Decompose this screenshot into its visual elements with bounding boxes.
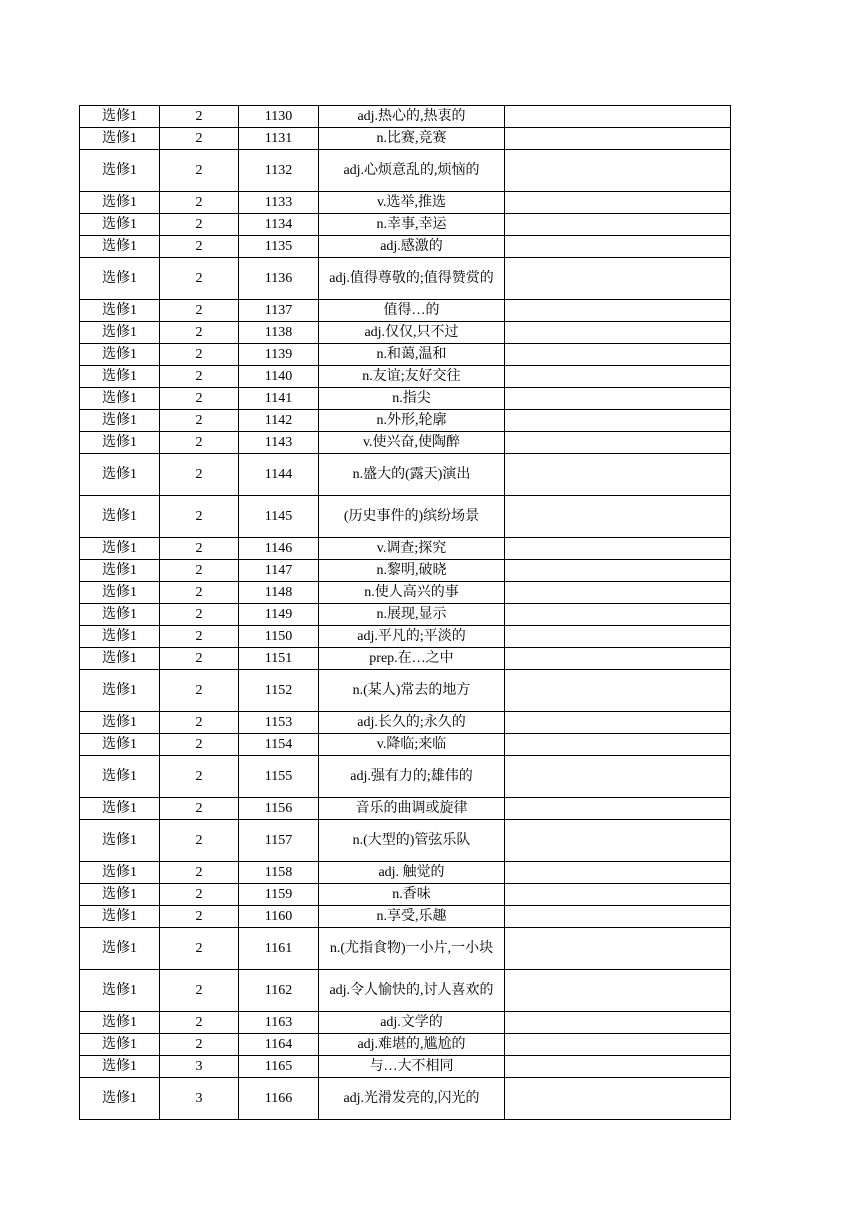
book-cell: 选修1 [80, 862, 160, 884]
book-cell: 选修1 [80, 670, 160, 712]
book-cell: 选修1 [80, 928, 160, 970]
meaning-cell: 音乐的曲调或旋律 [319, 798, 505, 820]
unit-cell: 3 [160, 1056, 239, 1078]
number-cell: 1163 [239, 1012, 319, 1034]
table-row [80, 648, 731, 670]
table-row [80, 150, 731, 192]
note-cell [505, 214, 731, 236]
note-cell [505, 192, 731, 214]
note-cell [505, 150, 731, 192]
table-row [80, 366, 731, 388]
unit-cell: 2 [160, 756, 239, 798]
book-cell: 选修1 [80, 150, 160, 192]
number-cell: 1132 [239, 150, 319, 192]
meaning-cell: adj.难堪的,尴尬的 [319, 1034, 505, 1056]
unit-cell: 2 [160, 366, 239, 388]
number-cell: 1154 [239, 734, 319, 756]
meaning-cell: n.幸事,幸运 [319, 214, 505, 236]
meaning-cell: adj.值得尊敬的;值得赞赏的 [319, 258, 505, 300]
table-row [80, 970, 731, 1012]
number-cell: 1145 [239, 496, 319, 538]
book-cell: 选修1 [80, 820, 160, 862]
book-cell: 选修1 [80, 300, 160, 322]
unit-cell: 2 [160, 798, 239, 820]
book-cell: 选修1 [80, 906, 160, 928]
unit-cell: 2 [160, 128, 239, 150]
note-cell [505, 648, 731, 670]
note-cell [505, 388, 731, 410]
number-cell: 1140 [239, 366, 319, 388]
table-row [80, 820, 731, 862]
note-cell [505, 734, 731, 756]
table-row [80, 1034, 731, 1056]
unit-cell: 2 [160, 604, 239, 626]
number-cell: 1165 [239, 1056, 319, 1078]
meaning-cell: adj. 触觉的 [319, 862, 505, 884]
book-cell: 选修1 [80, 798, 160, 820]
book-cell: 选修1 [80, 388, 160, 410]
unit-cell: 2 [160, 648, 239, 670]
table-row [80, 410, 731, 432]
meaning-cell: n.黎明,破晓 [319, 560, 505, 582]
unit-cell: 2 [160, 582, 239, 604]
table-row [80, 798, 731, 820]
unit-cell: 2 [160, 1012, 239, 1034]
number-cell: 1159 [239, 884, 319, 906]
unit-cell: 2 [160, 258, 239, 300]
meaning-cell: adj.仅仅,只不过 [319, 322, 505, 344]
number-cell: 1141 [239, 388, 319, 410]
unit-cell: 2 [160, 734, 239, 756]
book-cell: 选修1 [80, 538, 160, 560]
note-cell [505, 258, 731, 300]
unit-cell: 2 [160, 884, 239, 906]
number-cell: 1130 [239, 106, 319, 128]
unit-cell: 2 [160, 344, 239, 366]
note-cell [505, 1012, 731, 1034]
meaning-cell: adj.心烦意乱的,烦恼的 [319, 150, 505, 192]
number-cell: 1164 [239, 1034, 319, 1056]
table-row [80, 192, 731, 214]
note-cell [505, 884, 731, 906]
unit-cell: 2 [160, 820, 239, 862]
book-cell: 选修1 [80, 496, 160, 538]
number-cell: 1161 [239, 928, 319, 970]
book-cell: 选修1 [80, 1034, 160, 1056]
number-cell: 1149 [239, 604, 319, 626]
meaning-cell: n.指尖 [319, 388, 505, 410]
number-cell: 1131 [239, 128, 319, 150]
table-row [80, 128, 731, 150]
book-cell: 选修1 [80, 560, 160, 582]
table-row [80, 1012, 731, 1034]
meaning-cell: adj.热心的,热衷的 [319, 106, 505, 128]
meaning-cell: adj.长久的;永久的 [319, 712, 505, 734]
book-cell: 选修1 [80, 970, 160, 1012]
note-cell [505, 538, 731, 560]
number-cell: 1148 [239, 582, 319, 604]
unit-cell: 2 [160, 670, 239, 712]
number-cell: 1147 [239, 560, 319, 582]
table-row [80, 432, 731, 454]
table-row [80, 322, 731, 344]
unit-cell: 2 [160, 150, 239, 192]
book-cell: 选修1 [80, 1012, 160, 1034]
table-row [80, 604, 731, 626]
table-row [80, 1078, 731, 1120]
unit-cell: 2 [160, 300, 239, 322]
meaning-cell: adj.强有力的;雄伟的 [319, 756, 505, 798]
book-cell: 选修1 [80, 344, 160, 366]
meaning-cell: v.选举,推选 [319, 192, 505, 214]
book-cell: 选修1 [80, 410, 160, 432]
meaning-cell: n.和蔼,温和 [319, 344, 505, 366]
book-cell: 选修1 [80, 432, 160, 454]
unit-cell: 2 [160, 236, 239, 258]
book-cell: 选修1 [80, 626, 160, 648]
table-row [80, 906, 731, 928]
number-cell: 1166 [239, 1078, 319, 1120]
meaning-cell: adj.令人愉快的,讨人喜欢的 [319, 970, 505, 1012]
note-cell [505, 410, 731, 432]
book-cell: 选修1 [80, 258, 160, 300]
note-cell [505, 756, 731, 798]
meaning-cell: (历史事件的)缤纷场景 [319, 496, 505, 538]
number-cell: 1158 [239, 862, 319, 884]
note-cell [505, 432, 731, 454]
number-cell: 1139 [239, 344, 319, 366]
note-cell [505, 1056, 731, 1078]
table-row [80, 1056, 731, 1078]
note-cell [505, 604, 731, 626]
table-row [80, 258, 731, 300]
unit-cell: 2 [160, 322, 239, 344]
note-cell [505, 582, 731, 604]
meaning-cell: adj.文学的 [319, 1012, 505, 1034]
unit-cell: 2 [160, 928, 239, 970]
meaning-cell: n.外形,轮廓 [319, 410, 505, 432]
number-cell: 1138 [239, 322, 319, 344]
note-cell [505, 496, 731, 538]
meaning-cell: v.调查;探究 [319, 538, 505, 560]
book-cell: 选修1 [80, 106, 160, 128]
meaning-cell: n.(尤指食物)一小片,一小块 [319, 928, 505, 970]
book-cell: 选修1 [80, 322, 160, 344]
number-cell: 1151 [239, 648, 319, 670]
table-row [80, 496, 731, 538]
unit-cell: 2 [160, 496, 239, 538]
book-cell: 选修1 [80, 236, 160, 258]
note-cell [505, 454, 731, 496]
meaning-cell: n.盛大的(露天)演出 [319, 454, 505, 496]
number-cell: 1153 [239, 712, 319, 734]
note-cell [505, 712, 731, 734]
table-row [80, 214, 731, 236]
number-cell: 1152 [239, 670, 319, 712]
meaning-cell: n.享受,乐趣 [319, 906, 505, 928]
meaning-cell: v.使兴奋,使陶醉 [319, 432, 505, 454]
unit-cell: 3 [160, 1078, 239, 1120]
table-row [80, 236, 731, 258]
note-cell [505, 128, 731, 150]
unit-cell: 2 [160, 192, 239, 214]
number-cell: 1162 [239, 970, 319, 1012]
table-row [80, 734, 731, 756]
meaning-cell: prep.在…之中 [319, 648, 505, 670]
note-cell [505, 820, 731, 862]
unit-cell: 2 [160, 560, 239, 582]
book-cell: 选修1 [80, 648, 160, 670]
unit-cell: 2 [160, 712, 239, 734]
note-cell [505, 106, 731, 128]
table-row [80, 560, 731, 582]
number-cell: 1136 [239, 258, 319, 300]
unit-cell: 2 [160, 1034, 239, 1056]
book-cell: 选修1 [80, 1078, 160, 1120]
unit-cell: 2 [160, 432, 239, 454]
meaning-cell: n.友谊;友好交往 [319, 366, 505, 388]
note-cell [505, 1034, 731, 1056]
book-cell: 选修1 [80, 214, 160, 236]
meaning-cell: n.展现,显示 [319, 604, 505, 626]
meaning-cell: n.(某人)常去的地方 [319, 670, 505, 712]
meaning-cell: adj.光滑发亮的,闪光的 [319, 1078, 505, 1120]
meaning-cell: 与…大不相同 [319, 1056, 505, 1078]
unit-cell: 2 [160, 970, 239, 1012]
book-cell: 选修1 [80, 366, 160, 388]
note-cell [505, 862, 731, 884]
unit-cell: 2 [160, 410, 239, 432]
book-cell: 选修1 [80, 192, 160, 214]
vocabulary-table [79, 105, 731, 1120]
table-row [80, 388, 731, 410]
note-cell [505, 970, 731, 1012]
number-cell: 1146 [239, 538, 319, 560]
note-cell [505, 906, 731, 928]
number-cell: 1137 [239, 300, 319, 322]
unit-cell: 2 [160, 906, 239, 928]
book-cell: 选修1 [80, 604, 160, 626]
note-cell [505, 236, 731, 258]
number-cell: 1157 [239, 820, 319, 862]
book-cell: 选修1 [80, 734, 160, 756]
vocabulary-table-body [80, 106, 731, 1120]
book-cell: 选修1 [80, 454, 160, 496]
note-cell [505, 322, 731, 344]
unit-cell: 2 [160, 388, 239, 410]
note-cell [505, 300, 731, 322]
table-row [80, 300, 731, 322]
note-cell [505, 798, 731, 820]
table-row [80, 884, 731, 906]
number-cell: 1156 [239, 798, 319, 820]
number-cell: 1144 [239, 454, 319, 496]
meaning-cell: n.使人高兴的事 [319, 582, 505, 604]
table-row [80, 344, 731, 366]
table-row [80, 670, 731, 712]
table-row [80, 582, 731, 604]
number-cell: 1155 [239, 756, 319, 798]
table-row [80, 712, 731, 734]
book-cell: 选修1 [80, 884, 160, 906]
unit-cell: 2 [160, 538, 239, 560]
note-cell [505, 344, 731, 366]
book-cell: 选修1 [80, 582, 160, 604]
book-cell: 选修1 [80, 712, 160, 734]
number-cell: 1142 [239, 410, 319, 432]
note-cell [505, 670, 731, 712]
meaning-cell: adj.平凡的;平淡的 [319, 626, 505, 648]
number-cell: 1135 [239, 236, 319, 258]
table-row [80, 454, 731, 496]
unit-cell: 2 [160, 214, 239, 236]
note-cell [505, 626, 731, 648]
table-row [80, 626, 731, 648]
table-row [80, 106, 731, 128]
table-row [80, 538, 731, 560]
table-row [80, 928, 731, 970]
unit-cell: 2 [160, 862, 239, 884]
meaning-cell: n.香味 [319, 884, 505, 906]
book-cell: 选修1 [80, 756, 160, 798]
meaning-cell: n.(大型的)管弦乐队 [319, 820, 505, 862]
meaning-cell: adj.感激的 [319, 236, 505, 258]
meaning-cell: 值得…的 [319, 300, 505, 322]
number-cell: 1143 [239, 432, 319, 454]
number-cell: 1160 [239, 906, 319, 928]
meaning-cell: v.降临;来临 [319, 734, 505, 756]
book-cell: 选修1 [80, 1056, 160, 1078]
number-cell: 1133 [239, 192, 319, 214]
book-cell: 选修1 [80, 128, 160, 150]
table-row [80, 756, 731, 798]
note-cell [505, 928, 731, 970]
note-cell [505, 366, 731, 388]
unit-cell: 2 [160, 626, 239, 648]
table-row [80, 862, 731, 884]
meaning-cell: n.比赛,竞赛 [319, 128, 505, 150]
unit-cell: 2 [160, 454, 239, 496]
unit-cell: 2 [160, 106, 239, 128]
note-cell [505, 1078, 731, 1120]
note-cell [505, 560, 731, 582]
number-cell: 1150 [239, 626, 319, 648]
number-cell: 1134 [239, 214, 319, 236]
